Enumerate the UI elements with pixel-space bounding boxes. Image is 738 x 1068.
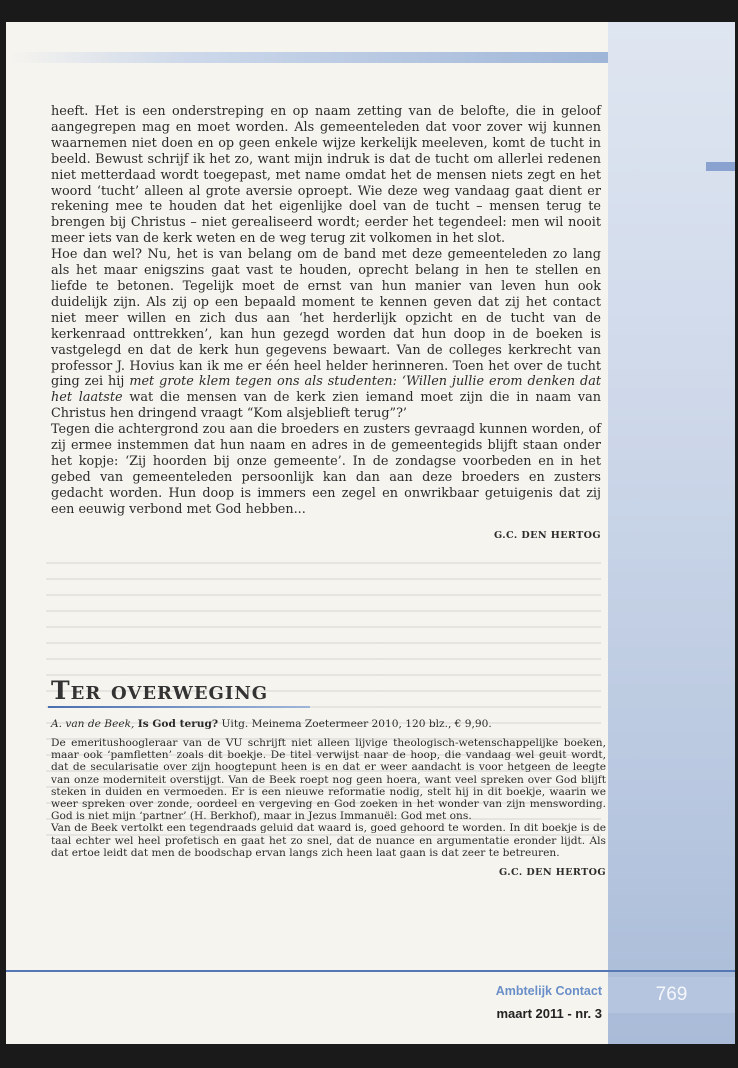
section-title-rule: [48, 706, 310, 708]
book-details: Uitg. Meinema Zoetermeer 2010, 120 blz., € 9,90.: [218, 718, 492, 730]
review-paragraph: De emeritushoogleraar van de VU schrijft niet alleen lijvige theologisch-wetenschappelijke boeken, maar ook ‘pamfletten’ zoals dit boekje. De titel verwijst naar de hoop, die vandaag wel geuit wordt, dat de secularisatie over zijn hoogtepunt heen is en dat er weer aandacht is voor hetgeen de leegte van onze moderniteit overstijgt. Van de Beek roept nog geen hoera, want veel spreken over God blijft steken in duiden en vermoeden. Er is een nieuwe reformatie nodig, stelt hij in dit boekje, waarin we weer spreken over zonde, oordeel en vergeving en God zoeken in het wonder van zijn menswording. God is niet mijn ‘partner’ (H. Berkhof), maar in Jezus Immanuël: God met ons.: [51, 737, 606, 823]
footer-rule: [6, 970, 735, 972]
article-paragraph: [51, 104, 601, 247]
review: [51, 717, 606, 878]
review-paragraph: Van de Beek vertolkt een tegendraads geluid dat waard is, goed gehoord te worden. In dit boekje is de taal echter wel heel profetisch en gaat het zo snel, dat de nuance en argumentatie eronder lijdt. Als dat ertoe leidt dat men de boodschap ervan langs zich heen laat gaan is dat zeer te betreuren.: [51, 822, 606, 859]
book-reference: [51, 717, 606, 731]
article-author: G.C. DEN HERTOG: [494, 529, 601, 541]
review-author: G.C. DEN HERTOG: [499, 867, 606, 879]
paragraph-text: Tegen die achtergrond zou aan die broeders en zusters gevraagd kunnen worden, of zij ermee instemmen dat hun naam en adres in de gemeentegids blijft staan onder het kopje: ‘Zij hoorden bij onze gemeente’. In de zondagse voorbeden en in het gebed van gemeenteleden persoonlijk kan dan aan deze broeders en zusters gedacht worden. Hun doop is immers een zegel en onwrikbaar getuigenis dat zij een eeuwig verbond met God hebben...: [51, 422, 601, 517]
book-author: A. van de Beek,: [51, 718, 135, 730]
article-body: [51, 104, 601, 518]
paragraph-text: Hoe dan wel? Nu, het is van belang om de band met deze gemeenteleden zo lang als het maar enigszins gaat vast te houden, oprecht belang in hen te stellen en liefde te betonen. Tegelijk moet de ernst van hun manier van leven hun ook duidelijk zijn. Als zij op een bepaald moment te kennen geven dat zij het contact niet meer willen en zich dus aan ‘het herderlijk opzicht en de tucht van de kerkenraad onttrekken’, kan hun gezegd worden dat hun doop in de boeken is vastgelegd en dat de kerk hun gegevens bewaart. Van de colleges kerkrecht van professor J. Hovius kan ik me er één heel helder herinneren. Toen het over de tucht ging zei hij: [51, 247, 601, 390]
page: [6, 22, 735, 1044]
side-marker: [706, 162, 735, 171]
italic-quote: met grote klem tegen ons als studenten: ‘Willen jullie erom denken dat het laatste: [51, 374, 601, 406]
paragraph-text: heeft. Het is een onderstreping en op naam zetting van de belofte, die in geloof aangegrepen mag en moet worden. Als gemeenteleden dat voor zover wij kunnen waarnemen niet doen en op geen enkele wijze kerkelijk meeleven, komt de tucht in beeld. Bewust schrijf ik het zo, want mijn indruk is dat de tucht om allerlei redenen niet metterdaad wordt toegepast, met name omdat het de mensen niets zegt en het woord ‘tucht’ alleen al grote aversie oproept. Wie deze weg vandaag gaat dient er rekening mee te houden dat het eigenlijke doel van de tucht – mensen terug te brengen bij Christus – niet gerealiseerd wordt; eerder het tegendeel: men wil nooit meer iets van de kerk weten en de weg terug zit volkomen in het slot.: [51, 104, 601, 247]
header-decor-bar: [8, 52, 608, 63]
side-color-band: [608, 22, 735, 1044]
article-paragraph: [51, 247, 601, 422]
article-paragraph: [51, 422, 601, 517]
paragraph-text: wat die mensen van de kerk zien iemand moet zijn die in naam van Christus hen dringend vraagt “Kom alsjeblieft terug”?’: [51, 390, 602, 422]
page-number: 769: [608, 977, 735, 1013]
book-title: Is God terug?: [137, 718, 219, 730]
magazine-name: Ambtelijk Contact: [495, 984, 602, 998]
review-section: [40, 677, 606, 878]
issue-info: maart 2011 - nr. 3: [496, 1006, 602, 1021]
article: [51, 104, 601, 541]
section-title: Ter overweging: [51, 676, 269, 705]
